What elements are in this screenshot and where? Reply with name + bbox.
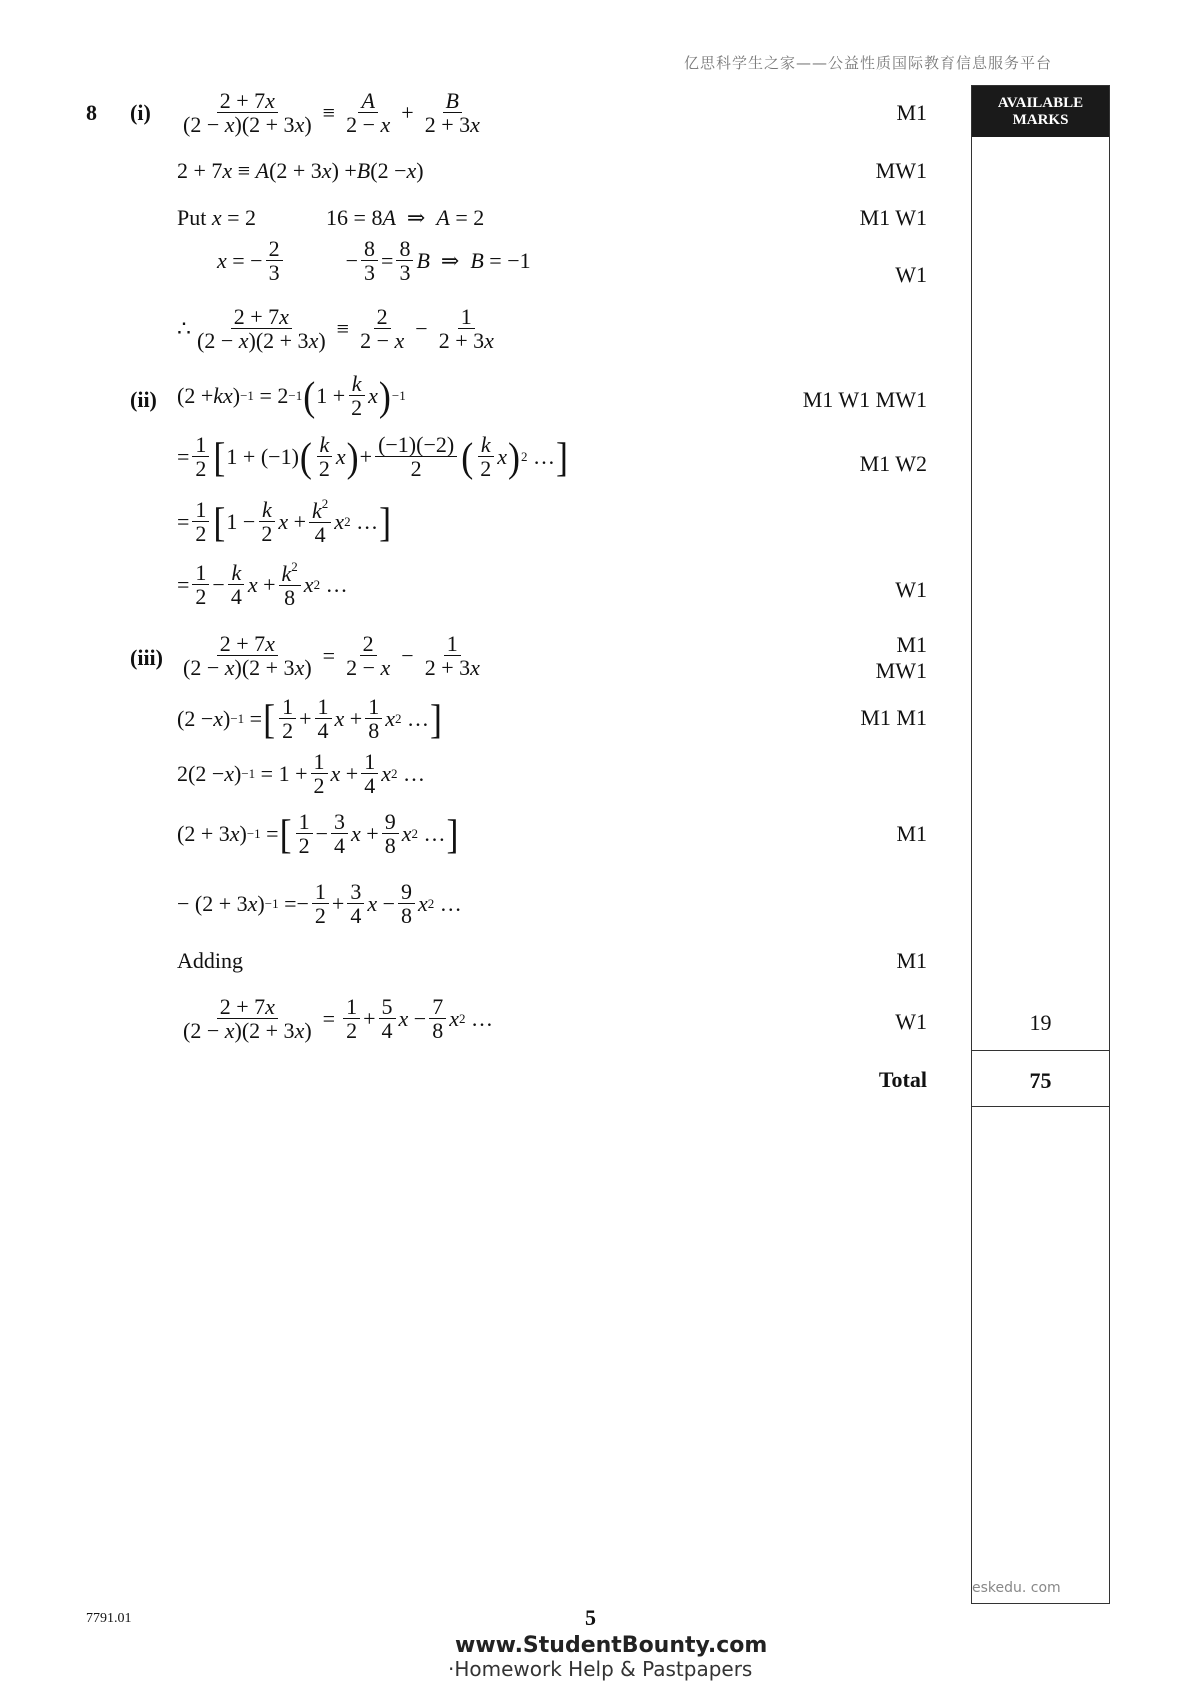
eskedu-watermark: eskedu. com: [972, 1580, 1061, 1596]
eq-i-put-x-2: Put x = 2 16 = 8 A ⇒ A = 2: [177, 205, 485, 230]
mark-ii-2: M1 W2: [859, 451, 927, 476]
mark-i-2: MW1: [875, 158, 927, 183]
paper-code: 7791.01: [86, 1611, 132, 1626]
available-marks-total: 75: [1029, 1068, 1052, 1093]
eq-i-result: ∴ $\frac{2 + 7x}{(2 - x)(2 + 3x)}$ ≡ $\frac{2}{2 - x}$ − $\frac{1}{2 + 3x}$: [177, 304, 494, 354]
header-site: 亿思科学生之家——公益性质国际教育信息服务平台: [683, 54, 1052, 72]
mark-i-3: M1 W1: [859, 205, 927, 230]
available-marks-divider-2: [972, 1106, 1109, 1107]
mark-i-4: W1: [895, 262, 927, 287]
eq-ii-1: (2 + kx ) −1 = 2 −1 ( 1 + $\frac{k}{2}$ x ) −1: [177, 371, 406, 421]
mark-iii-4: M1: [896, 948, 927, 973]
page-number: 5: [585, 1605, 596, 1630]
part-iii-label: (iii): [130, 645, 163, 670]
available-marks-header-line1: AVAILABLE: [997, 94, 1084, 111]
adding-word: Adding: [177, 948, 243, 973]
eq-iii-5: − (2 + 3 x ) −1 =− $\frac{1}{2}$ + $\frac{3}{4}$ x − $\frac{9}{8}$ x 2 …: [177, 879, 462, 929]
mark-iii-1b: MW1: [875, 658, 927, 683]
put-word: Put: [177, 205, 207, 230]
eq-iii-result: $\frac{2 + 7x}{(2 - x)(2 + 3x)}$ = $\frac{1}{2}$ + $\frac{5}{4}$ x − $\frac{7}{8}$ x 2 …: [183, 994, 493, 1044]
mark-iii-3: M1: [896, 821, 927, 846]
available-marks-divider-1: [972, 1050, 1109, 1051]
available-marks-column: [971, 85, 1110, 1604]
eq-i-identity: 2 + 7 x ≡ A (2 + 3 x ) + B (2 − x ): [177, 158, 424, 183]
eq-ii-2: = $\frac{1}{2}$ [ 1 + (−1) ( $\frac{k}{2}$ x ) + $\frac{(-1)(-2)}{2}$ ( $\frac{k}{2}$ x ) 2 … ]: [177, 432, 568, 482]
studentbounty-tagline: ·Homework Help & Pastpapers: [448, 1657, 753, 1681]
available-marks-header-line2: MARKS: [1012, 111, 1069, 128]
mark-i-1: M1: [896, 100, 927, 125]
available-marks-q8: 19: [1029, 1010, 1052, 1035]
mark-iii-5: W1: [895, 1009, 927, 1034]
eq-iii-3: 2(2 − x ) −1 = 1 + $\frac{1}{2}$ x + $\frac{1}{4}$ x 2 …: [177, 749, 425, 799]
eq-iii-4: (2 + 3 x ) −1 = [ $\frac{1}{2}$ − $\frac{3}{4}$ x + $\frac{9}{8}$ x 2 … ]: [177, 809, 459, 859]
mark-ii-1: M1 W1 MW1: [802, 387, 927, 412]
question-number: 8: [86, 100, 97, 125]
part-ii-label: (ii): [130, 387, 157, 412]
studentbounty-site[interactable]: www.StudentBounty.com: [455, 1633, 768, 1658]
mark-iii-2: M1 M1: [860, 705, 927, 730]
part-i-label: (i): [130, 100, 151, 125]
eq-iii-2: (2 − x ) −1 = [ $\frac{1}{2}$ + $\frac{1}{4}$ x + $\frac{1}{8}$ x 2 … ]: [177, 694, 442, 744]
eq-ii-4: = $\frac{1}{2}$ − $\frac{k}{4}$ x + $\frac{k^2}{8}$ x 2 …: [177, 559, 348, 611]
mark-ii-3: W1: [895, 577, 927, 602]
available-marks-header: [972, 86, 1109, 137]
eq-i-partial-fraction: $\frac{2 + 7x}{(2 - x)(2 + 3x)}$ ≡ $\frac{A}{2 - x}$ + $\frac{B}{2 + 3x}$: [183, 88, 480, 138]
mark-iii-1a: M1: [896, 632, 927, 657]
total-label: Total: [878, 1067, 927, 1092]
eq-ii-3: = $\frac{1}{2}$ [ 1 − $\frac{k}{2}$ x + $\frac{k^2}{4}$ x 2 … ]: [177, 496, 392, 548]
eq-i-put-x-neg: x = − $\frac{2}{3}$ − $\frac{8}{3}$ = $\frac{8}{3}$ B ⇒ B = −1: [217, 236, 531, 286]
eq-iii-1: $\frac{2 + 7x}{(2 - x)(2 + 3x)}$ = $\frac{2}{2 - x}$ − $\frac{1}{2 + 3x}$: [183, 631, 480, 681]
